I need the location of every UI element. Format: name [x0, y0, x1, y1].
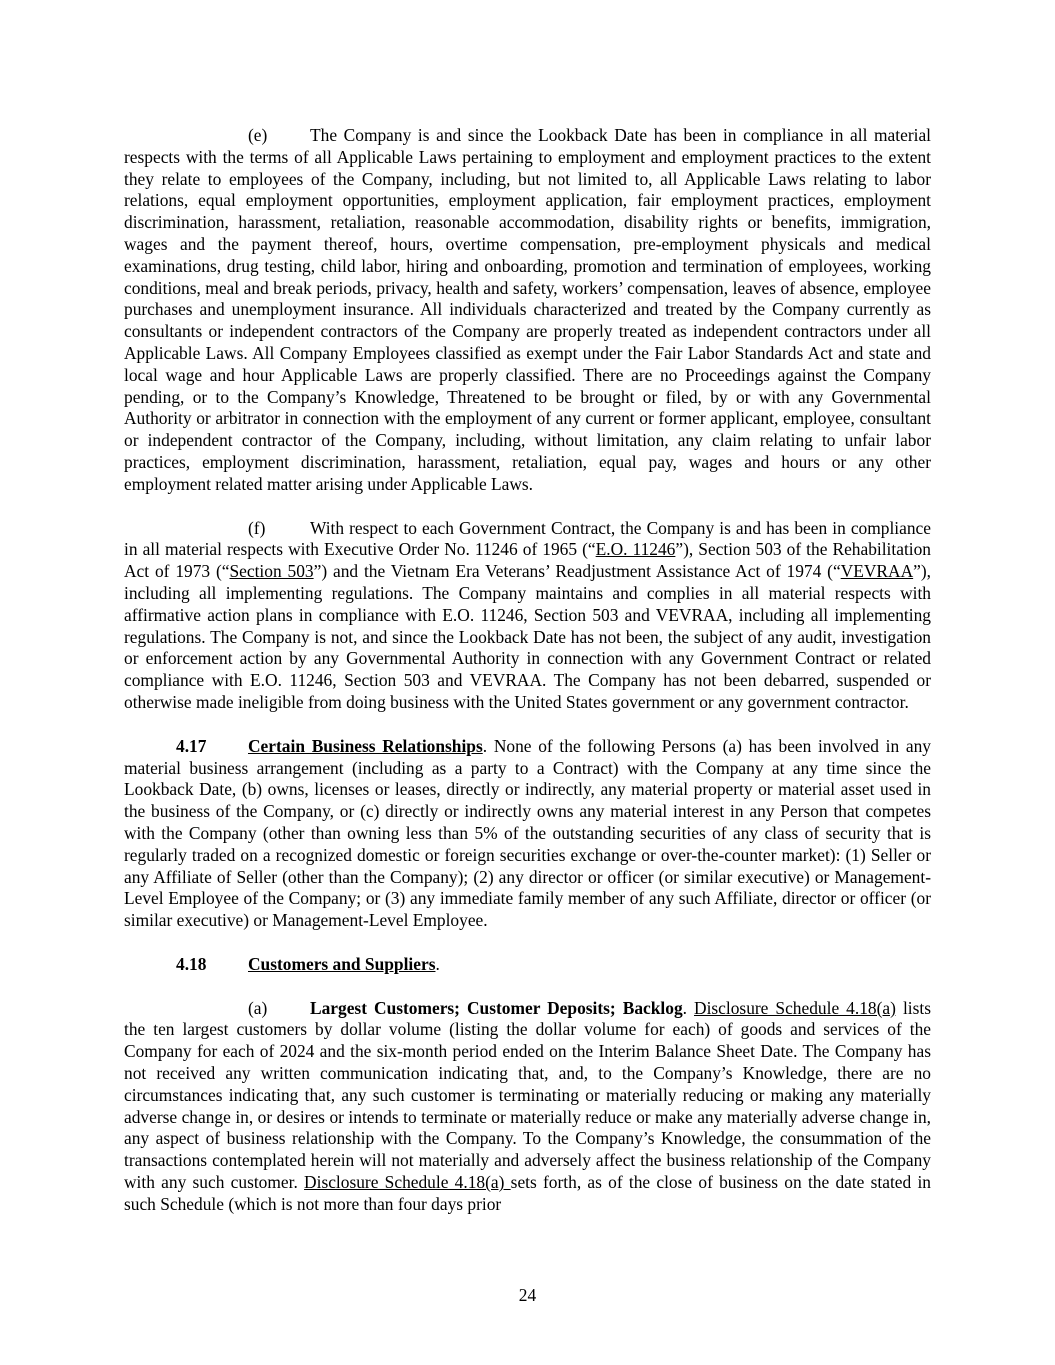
- paragraph-label-e: (e): [248, 125, 268, 145]
- section-4-17-text: . None of the following Persons (a) has been involved in any material business arrangement (including as a party to a Contract) with the Company at any time since the Lookback Date, (b) owns, licenses or leases, directly or indirectly, any material property or material asset used in the business of the Company, or (c) directly or indirectly owns any material interest in any Person that competes with the Company (other than owning less than 5% of the outstanding securities of any class of security that is regularly traded on a recognized domestic or foreign securities exchange or over-the-counter market): (1) Seller or any Affiliate of Seller (other than the Company); (2) any director or officer (or similar executive) or Management-Level Employee of the Company; or (3) any immediate family member of any such Affiliate, director or officer (or similar executive) or Management-Level Employee.: [124, 735, 931, 931]
- paragraph-f: [124, 518, 931, 714]
- section-4-18-heading: [124, 954, 931, 976]
- paragraph-a-heading-end: .: [682, 997, 695, 1018]
- paragraph-a-text-1: lists the ten largest customers by dollar volume (listing the dollar volume for each) of goods and services of the Company for each of 2024 and the six-month period ended on the Interim Balance Sheet Date. The Company has not received any written communication indicating that, and, to the Company’s Knowledge, there are no circumstances indicating that, any such customer is terminating or materially reducing or making any materially adverse change in, or desires or intends to terminate or materially reduce or make any materially adverse change in, any aspect of business relationship with the Company. To the Company’s Knowledge, the consummation of the transactions contemplated herein will not materially and adversely affect the business relationship of the Company with any such customer.: [124, 997, 931, 1193]
- defined-term-vevraa: VEVRAA: [840, 561, 914, 582]
- paragraph-label-f: (f): [248, 517, 266, 538]
- page-body: [124, 125, 931, 1238]
- paragraph-label-a: (a): [248, 997, 268, 1018]
- paragraph-f-text-3: ”) and the Vietnam Era Veterans’ Readjustment Assistance Act of 1974 (“: [313, 561, 841, 582]
- defined-term-section-503: Section 503: [229, 561, 314, 582]
- paragraph-f-text-2: ”), Section 503 of the Rehabilitation Act of 1973 (“: [124, 539, 931, 582]
- section-title-4-18-end: .: [435, 953, 440, 974]
- paragraph-f-text-4: ”), including all implementing regulations. The Company maintains and complies in all material respects with affirmative action plans in compliance with E.O. 11246, Section 503 and VEVRAA, including all implementing regulations. The Company is not, and since the Lookback Date has not been, the subject of any audit, investigation or enforcement action by any Governmental Authority in connection with any Government Contract or related compliance with E.O. 11246, Section 503 and VEVRAA. The Company has not been debarred, suspended or otherwise made ineligible from doing business with the United States government or any government contractor.: [124, 561, 931, 712]
- schedule-reference-1: Disclosure Schedule 4.18(a): [694, 997, 896, 1018]
- page-number: 24: [518, 1285, 537, 1305]
- section-number-4-18: 4.18: [176, 953, 207, 974]
- defined-term-eo-11246: E.O. 11246: [595, 539, 676, 560]
- paragraph-a-text-2: sets forth, as of the close of business on the date stated in such Schedule (which is not more than four days prior: [124, 1172, 931, 1214]
- paragraph-a-heading: Largest Customers; Customer Deposits; Backlog: [310, 997, 683, 1018]
- section-4-17: [124, 736, 931, 932]
- section-title-4-17: Certain Business Relationships: [248, 735, 483, 756]
- paragraph-a: [124, 998, 931, 1216]
- section-number-4-17: 4.17: [176, 735, 207, 756]
- paragraph-f-text-1: With respect to each Government Contract, the Company is and has been in compliance in all material respects with Executive Order No. 11246 of 1965 (“: [124, 517, 931, 560]
- paragraph-e-text: The Company is and since the Lookback Date has been in compliance in all material respects with the terms of all Applicable Laws pertaining to employment and employment practices to the extent they relate to employees of the Company, including, but not limited to, all Applicable Laws relating to labor relations, equal employment opportunities, employment application, fair employment practices, employment discrimination, harassment, retaliation, reasonable accommodation, disability rights or benefits, immigration, wages and the payment thereof, hours, overtime compensation, pre-employment physicals and medical examinations, drug testing, child labor, hiring and onboarding, promotion and termination of employees, working conditions, meal and break periods, privacy, health and safety, workers’ compensation, leaves of absence, employee purchases and unemployment insurance. All individuals characterized and treated by the Company currently as consultants or independent contractors of the Company are properly treated as independent contractors under all Applicable Laws. All Company Employees classified as exempt under the Fair Labor Standards Act and state and local wage and hour Applicable Laws are properly classified. There are no Proceedings against the Company pending, or to the Company’s Knowledge, Threatened to be brought or filed, by or with any Governmental Authority or arbitrator in connection with the employment of any current or former applicant, employee, consultant or independent contractor of the Company, including, without limitation, any claim relating to unfair labor practices, employment discrimination, harassment, retaliation, equal pay, wages and hours or any other employment related matter arising under Applicable Laws.: [124, 125, 931, 494]
- section-title-4-18: Customers and Suppliers: [248, 953, 436, 974]
- schedule-reference-2: Disclosure Schedule 4.18(a): [304, 1172, 511, 1193]
- paragraph-e: [124, 125, 931, 496]
